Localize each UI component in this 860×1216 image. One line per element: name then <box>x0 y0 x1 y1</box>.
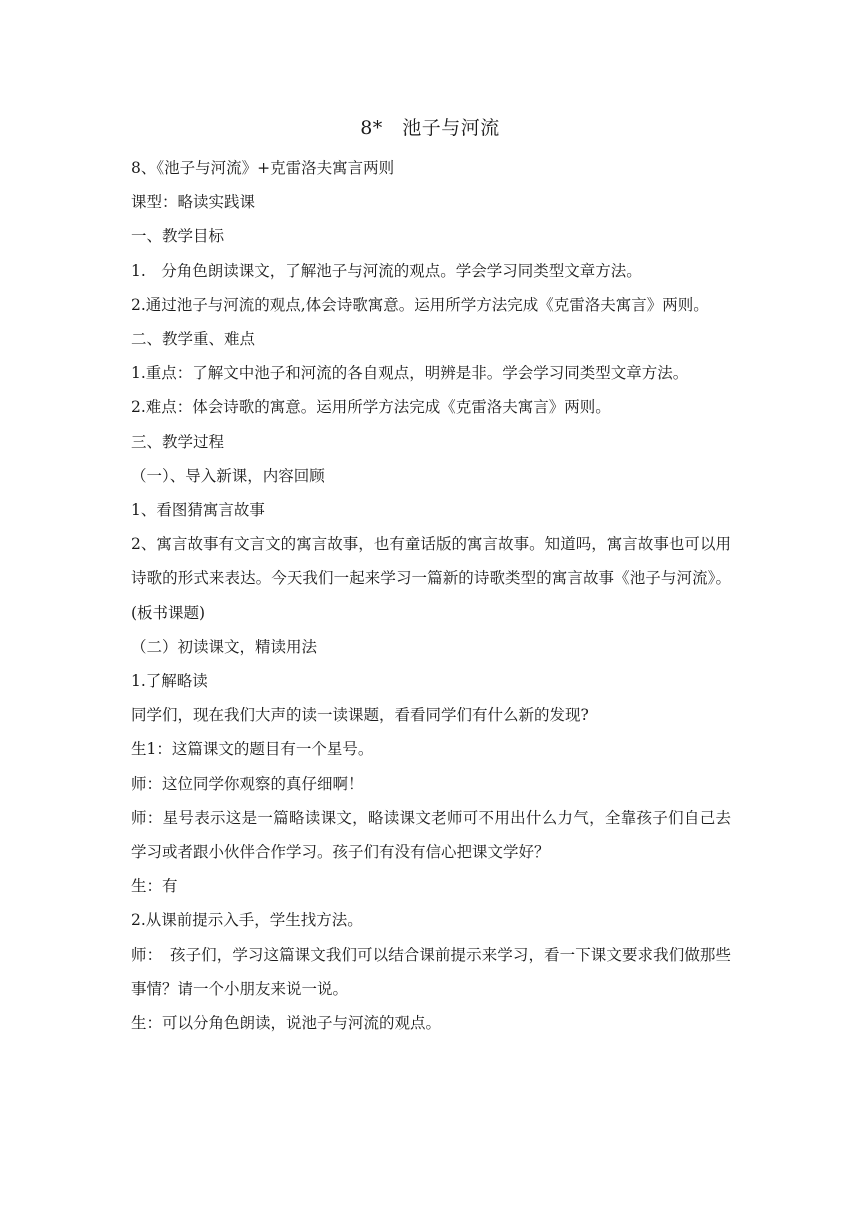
section-heading-objectives: 一、教学目标 <box>131 227 225 246</box>
paragraph-lesson-type: 课型：略读实践课 <box>131 193 256 212</box>
section-heading-key-points: 二、教学重、难点 <box>131 330 256 349</box>
paragraph-skim-reading: 1.了解略读 <box>131 672 208 691</box>
subsection-heading-intro: （一）、导入新课，内容回顾 <box>131 466 325 485</box>
paragraph-objective-1: 1. 分角色朗读课文，了解池子与河流的观点。学会学习同类型文章方法。 <box>131 261 642 280</box>
paragraph-method-heading: 2.从课前提示入手，学生找方法。 <box>131 911 363 930</box>
section-heading-process: 三、教学过程 <box>131 432 225 451</box>
paragraph-student-answer: 生：有 <box>131 877 178 896</box>
paragraph-key-point: 1.重点：了解文中池子和河流的各自观点，明辨是非。学会学习同类型文章方法。 <box>131 364 689 383</box>
subsection-heading-first-reading: （二）初读课文，精读用法 <box>131 637 318 656</box>
paragraph-teacher-prompt: 师： 孩子们，学习这篇课文我们可以结合课前提示来学习，看一下课文要求我们做那些事情？请一个小朋友来说一说。 <box>131 945 731 998</box>
paragraph-teacher-explain: 师：星号表示这是一篇略读课文，略读课文老师可不用出什么力气，全靠孩子们自己去学习或者跟小伙伴合作学习。孩子们有没有信心把课文学好？ <box>131 808 731 862</box>
paragraph-student-1: 生1：这篇课文的题目有一个星号。 <box>131 740 374 759</box>
paragraph-teacher-praise: 师：这位同学你观察的真仔细啊！ <box>131 774 364 793</box>
paragraph-lesson-heading: 8、《池子与河流》+克雷洛夫寓言两则 <box>131 159 395 177</box>
paragraph-teacher-question: 同学们，现在我们大声的读一读课题，看看同学们有什么新的发现? <box>131 706 589 725</box>
paragraph-intro-fables: 2、寓言故事有文言文的寓言故事，也有童话版的寓言故事。知道吗，寓言故事也可以用诗歌的形式来表达。今天我们一起来学习一篇新的诗歌类型的寓言故事《池子与河流》。(板书课题) <box>131 535 731 622</box>
paragraph-student-reply: 生：可以分角色朗读，说池子与河流的观点。 <box>131 1014 442 1033</box>
document-title: 8* 池子与河流 <box>360 117 500 139</box>
paragraph-difficult-point: 2.难点：体会诗歌的寓意。运用所学方法完成《克雷洛夫寓言》两则。 <box>131 398 611 417</box>
document-body <box>131 151 731 1040</box>
paragraph-guess-story: 1、看图猜寓言故事 <box>131 501 265 520</box>
paragraph-objective-2: 2.通过池子与河流的观点,体会诗歌寓意。运用所学方法完成《克雷洛夫寓言》两则。 <box>131 295 709 314</box>
